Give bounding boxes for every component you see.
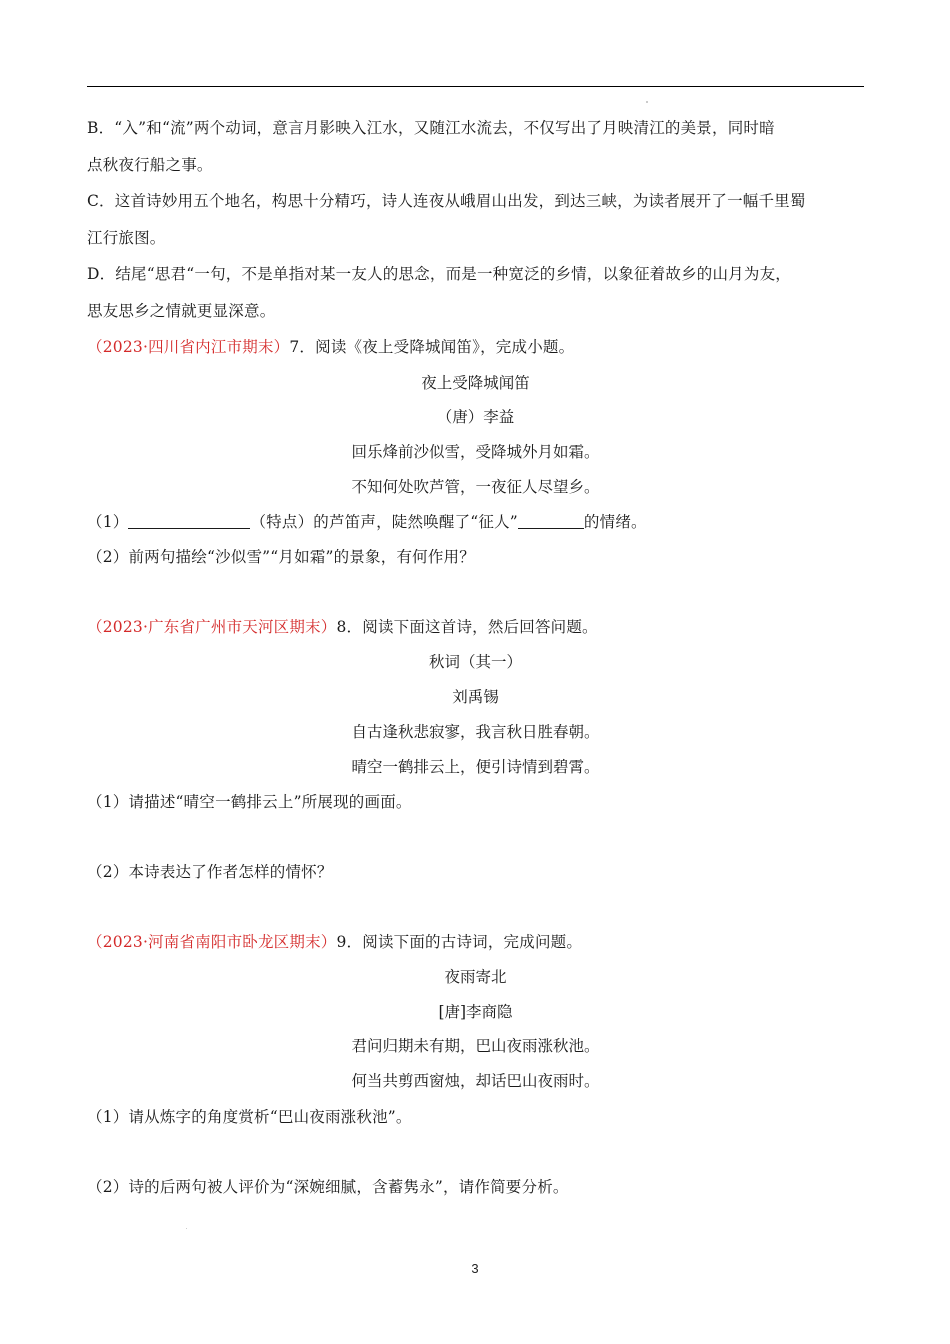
option-c-line-1: C．这首诗妙用五个地名，构思十分精巧，诗人连夜从峨眉山出发，到达三峡，为读者展开了一幅千里蜀 bbox=[87, 192, 806, 210]
scan-dot bbox=[186, 1228, 187, 1229]
question-8-heading bbox=[87, 617, 598, 637]
option-b-line-1: B．“入”和“流”两个动词，意言月影映入江水，又随江水流去，不仅写出了月映清江的美景，同时暗 bbox=[87, 119, 775, 137]
scan-dot bbox=[646, 101, 648, 103]
poem-9-line-1: 君问归期未有期，巴山夜雨涨秋池。 bbox=[351, 1037, 600, 1055]
question-9-sub-1: （1）请从炼字的角度赏析“巴山夜雨涨秋池”。 bbox=[87, 1108, 412, 1126]
poem-8-line-1: 自古逢秋悲寂寥，我言秋日胜春朝。 bbox=[351, 723, 600, 741]
poem-8-author: 刘禹锡 bbox=[452, 688, 499, 706]
option-c-line-2: 江行旅图。 bbox=[87, 229, 166, 247]
poem-8-line-2: 晴空一鹤排云上，便引诗情到碧霄。 bbox=[351, 758, 600, 776]
question-8-sub-2: （2）本诗表达了作者怎样的情怀？ bbox=[87, 863, 333, 881]
poem-9-author: [唐]李商隐 bbox=[438, 1003, 513, 1021]
poem-9-title: 夜雨寄北 bbox=[444, 968, 507, 986]
answer-blank-2[interactable] bbox=[518, 512, 584, 529]
poem-7-author: （唐）李益 bbox=[436, 408, 515, 426]
question-9-heading bbox=[87, 932, 582, 952]
question-7-stem: 7．阅读《夜上受降城闻笛》，完成小题。 bbox=[289, 338, 575, 356]
question-9-stem: 9．阅读下面的古诗词，完成问题。 bbox=[336, 933, 583, 951]
sub-1-middle-text: （特点）的芦笛声，陡然唤醒了“征人” bbox=[250, 513, 518, 531]
question-8-sub-1: （1）请描述“晴空一鹤排云上”所展现的画面。 bbox=[87, 793, 412, 811]
question-7-source: （2023·四川省内江市期末） bbox=[87, 338, 290, 356]
poem-7-line-2: 不知何处吹芦管，一夜征人尽望乡。 bbox=[351, 478, 600, 496]
sub-1-number: （1） bbox=[87, 513, 129, 531]
question-8-source: （2023·广东省广州市天河区期末） bbox=[87, 618, 337, 636]
option-d-line-2: 思友思乡之情就更显深意。 bbox=[87, 302, 276, 320]
poem-7-line-1: 回乐烽前沙似雪，受降城外月如霜。 bbox=[351, 443, 600, 461]
page-number: 3 bbox=[471, 1261, 479, 1276]
sub-1-suffix: 的情绪。 bbox=[583, 513, 647, 531]
header-rule bbox=[87, 86, 864, 87]
answer-blank-1[interactable] bbox=[128, 512, 250, 529]
question-7-sub-1 bbox=[87, 512, 647, 532]
option-d-line-1: D．结尾“思君“一句，不是单指对某一友人的思念，而是一种宽泛的乡情，以象征着故乡的山月为友， bbox=[87, 265, 791, 283]
option-b-line-2: 点秋夜行船之事。 bbox=[87, 156, 213, 174]
question-8-stem: 8．阅读下面这首诗，然后回答问题。 bbox=[336, 618, 598, 636]
question-9-sub-2: （2）诗的后两句被人评价为“深婉细腻，含蓄隽永”，请作简要分析。 bbox=[87, 1178, 569, 1196]
poem-7-title: 夜上受降城闻笛 bbox=[421, 374, 530, 392]
question-7-sub-2: （2）前两句描绘“沙似雪”“月如霜”的景象，有何作用？ bbox=[87, 548, 475, 566]
poem-8-title: 秋词（其一） bbox=[428, 653, 522, 671]
question-9-source: （2023·河南省南阳市卧龙区期末） bbox=[87, 933, 337, 951]
question-7-heading bbox=[87, 337, 574, 357]
poem-9-line-2: 何当共剪西窗烛，却话巴山夜雨时。 bbox=[351, 1072, 600, 1090]
